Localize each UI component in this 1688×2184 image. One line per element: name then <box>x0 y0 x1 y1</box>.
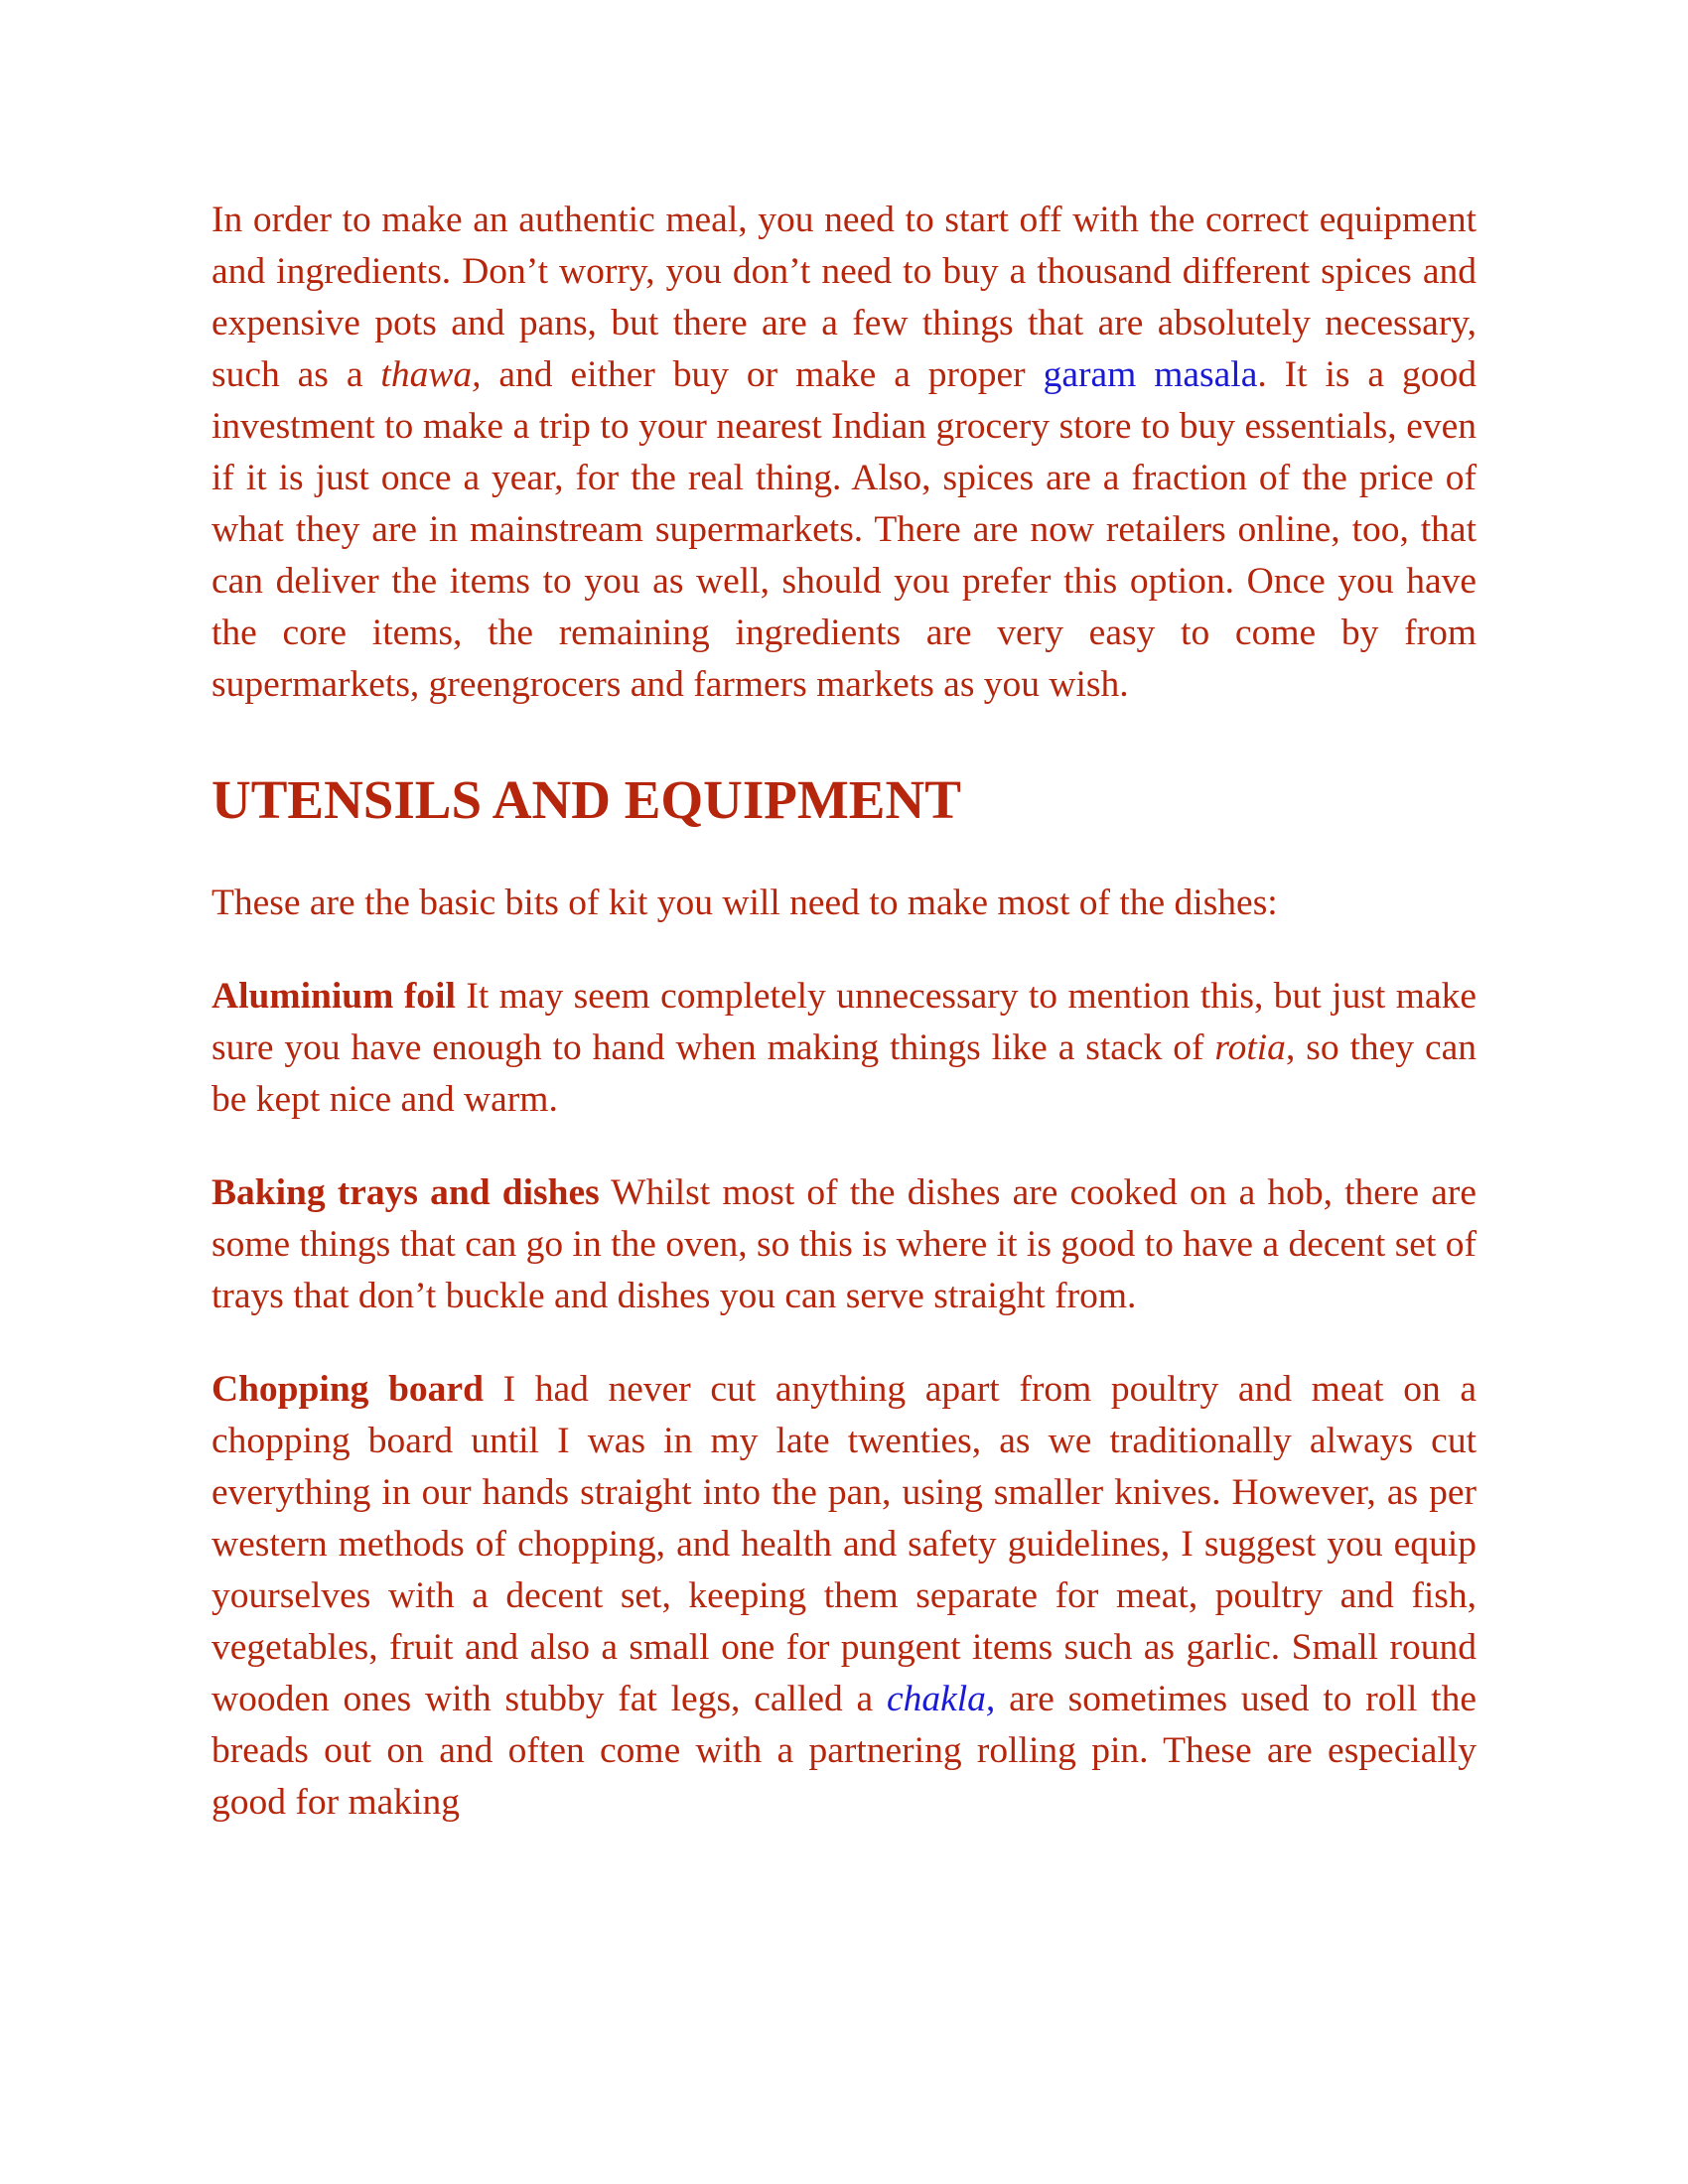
entry-aluminium-foil <box>211 971 1477 1126</box>
entry-term: Baking trays and dishes <box>211 1172 600 1213</box>
entry-chopping-board <box>211 1364 1477 1829</box>
page-content <box>211 195 1477 1870</box>
intro-text-2: and either buy or make a proper <box>481 354 1044 395</box>
entry-term: Aluminium foil <box>211 976 456 1017</box>
section-lead: These are the basic bits of kit you will need to make most of the dishes: <box>211 883 1278 923</box>
intro-text-1: In order to make an authentic meal, you need to start off with the correct equipment and ingredients. Don’t worry, you don’t need to buy a thousand different spices and expensive pots and pans, but there are a few things that are absolutely necessary, such as a <box>211 200 1477 395</box>
rotia-term: rotia <box>1214 1027 1286 1068</box>
entry-text: I had never cut anything apart from poultry and meat on a chopping board until I was in my late twenties, as we traditionally always cut everything in our hands straight into the pan, using smaller knives. However, as per western methods of chopping, and health and safety guidelines, I suggest you equip yourselves with a decent set, keeping them separate for meat, poultry and fish, vegetables, fruit and also a small one for pungent items such as garlic. Small round wooden ones with stubby fat legs, called a <box>211 1369 1477 1719</box>
entry-text: , so they can be kept nice and warm. <box>211 1027 1477 1120</box>
thawa-term: thawa, <box>380 354 482 395</box>
entry-text: Whilst most of the dishes are cooked on a hob, there are some things that can go in the oven, so this is where it is good to have a decent set of trays that don’t buckle and dishes you can serve straight from. <box>211 1172 1477 1316</box>
garam-masala-link[interactable]: garam masala <box>1043 354 1258 395</box>
entry-text: It may seem completely unnecessary to mention this, but just make sure you have enough to hand when making things like a stack of <box>211 976 1477 1068</box>
intro-text-3: . It is a good investment to make a trip to your nearest Indian grocery store to buy essentials, even if it is just once a year, for the real thing. Also, spices are a fraction of the price of what they are in mainstream supermarkets. There are now retailers online, too, that can deliver the items to you as well, should you prefer this option. Once you have the core items, the remaining ingredients are very easy to come by from supermarkets, greengrocers and farmers markets as you wish. <box>211 354 1477 705</box>
entry-text: are sometimes used to roll the breads out on and often come with a partnering rolling pin. These are especially good for making <box>211 1679 1477 1823</box>
intro-paragraph <box>211 195 1477 711</box>
section-heading: UTENSILS AND EQUIPMENT <box>211 769 961 830</box>
entry-term: Chopping board <box>211 1369 484 1410</box>
chakla-link[interactable]: chakla, <box>886 1679 996 1719</box>
entry-baking-trays <box>211 1167 1477 1322</box>
